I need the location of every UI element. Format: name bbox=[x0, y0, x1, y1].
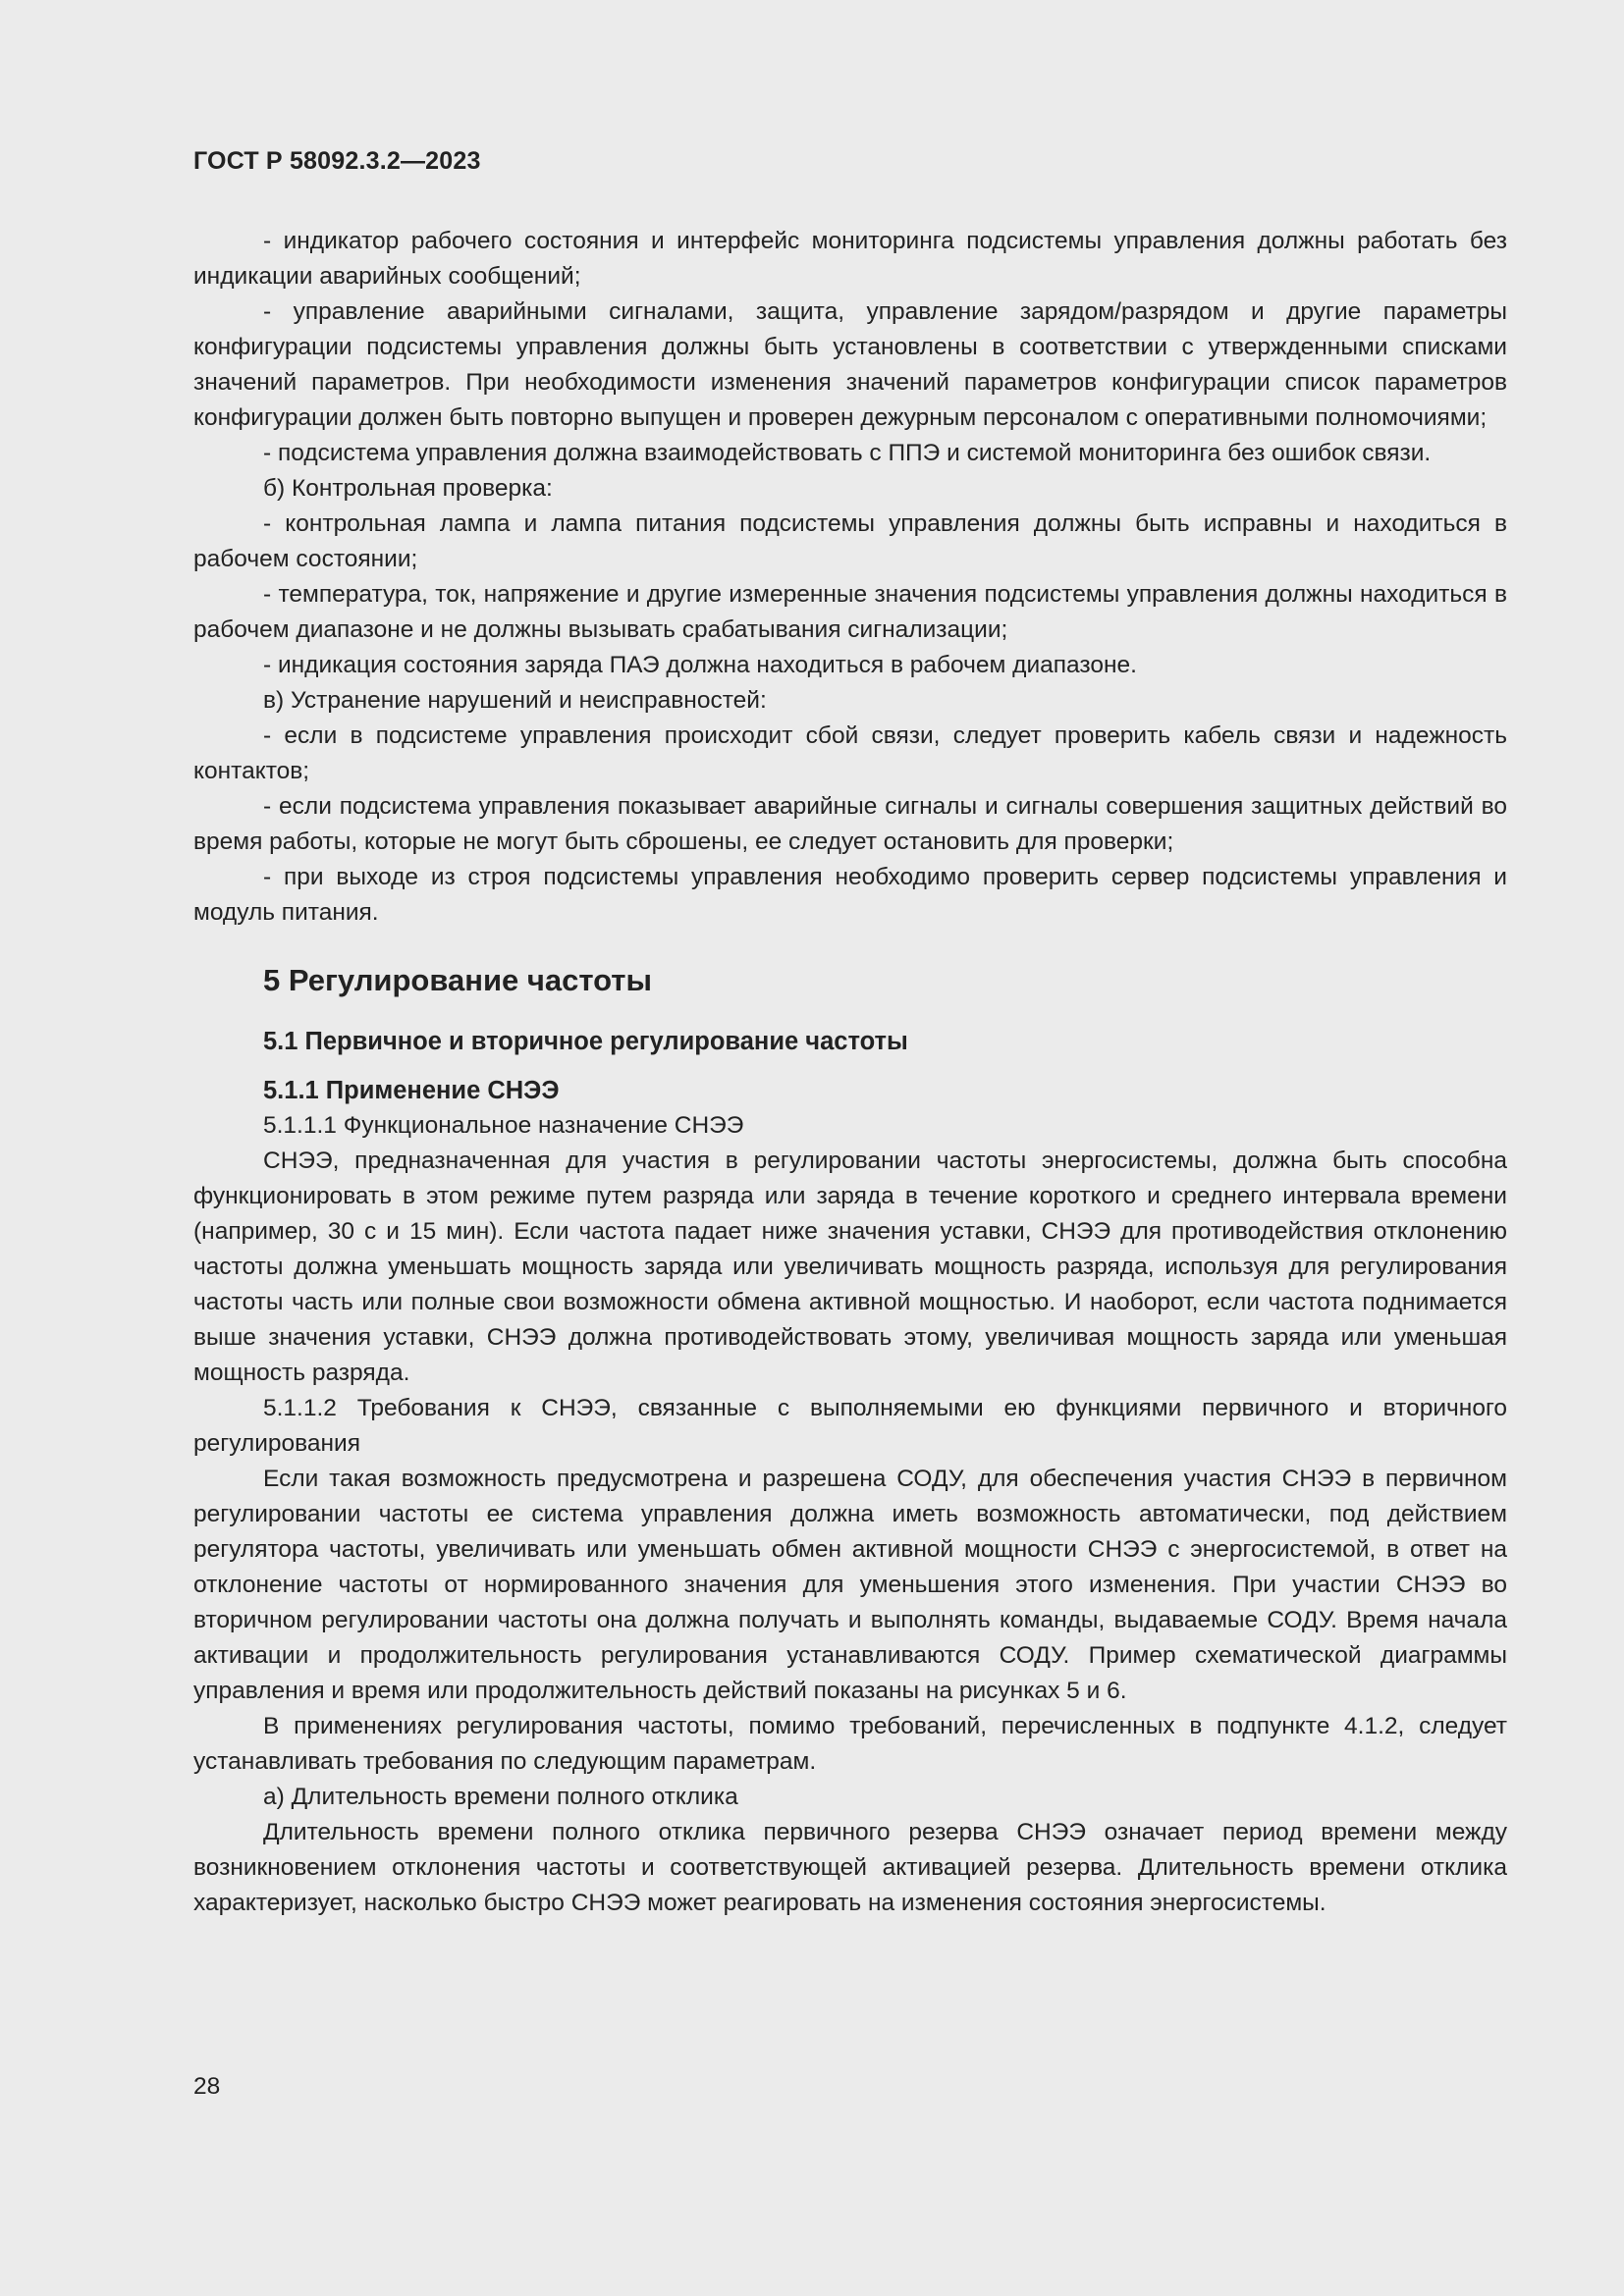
list-item-heading: в) Устранение нарушений и неисправностей: bbox=[263, 687, 767, 714]
list-item: - управление аварийными сигналами, защита, управление зарядом/разрядом и другие параметры конфигурации подсистемы управления должны быть установлены в соответствии с утвержденными списками значений параметров. При необходимости изменения значений параметров конфигурации список параметров конфигурации должен быть повторно выпущен и проверен дежурным персоналом с оперативными полномочиями; bbox=[193, 298, 1507, 431]
clause-title: 5.1.1.2 Требования к СНЭЭ, связанные с выполняемыми ею функциями первичного и вторичного регулирования bbox=[193, 1395, 1507, 1457]
body-paragraph: В применениях регулирования частоты, помимо требований, перечисленных в подпункте 4.1.2, следует устанавливать требования по следующим параметрам. bbox=[193, 1713, 1507, 1775]
list-item: - если подсистема управления показывает аварийные сигналы и сигналы совершения защитных действий во время работы, которые не могут быть сброшены, ее следует остановить для проверки; bbox=[193, 793, 1507, 855]
list-item-heading: б) Контрольная проверка: bbox=[263, 475, 553, 502]
document-header: ГОСТ Р 58092.3.2—2023 bbox=[193, 147, 481, 175]
subsubsection-heading: 5.1.1 Применение СНЭЭ bbox=[263, 1077, 560, 1104]
page-body bbox=[193, 224, 1507, 1921]
subsection-heading: 5.1 Первичное и вторичное регулирование частоты bbox=[263, 1028, 908, 1055]
body-paragraph: Если такая возможность предусмотрена и разрешена СОДУ, для обеспечения участия СНЭЭ в первичном регулировании частоты ее система управления должна иметь возможность автоматически, под действием регулятора частоты, увеличивать или уменьшать обмен активной мощности СНЭЭ с энергосистемой, в ответ на отклонение частоты от нормированного значения для уменьшения этого изменения. При участии СНЭЭ во вторичном регулировании частоты она должна получать и выполнять команды, выдаваемые СОДУ. Время начала активации и продолжительность регулирования устанавливаются СОДУ. Пример схематической диаграммы управления и время или продолжительность действий показаны на рисунках 5 и 6. bbox=[193, 1466, 1507, 1704]
list-item: - подсистема управления должна взаимодействовать с ППЭ и системой мониторинга без ошибок связи. bbox=[263, 440, 1432, 466]
section-heading: 5 Регулирование частоты bbox=[263, 963, 652, 997]
list-item: - при выходе из строя подсистемы управления необходимо проверить сервер подсистемы управления и модуль питания. bbox=[193, 864, 1507, 926]
list-item: - индикация состояния заряда ПАЭ должна находиться в рабочем диапазоне. bbox=[263, 652, 1137, 678]
page-number: 28 bbox=[193, 2073, 221, 2100]
list-item: - температура, ток, напряжение и другие измеренные значения подсистемы управления должны находиться в рабочем диапазоне и не должны вызывать срабатывания сигнализации; bbox=[193, 581, 1507, 643]
clause-title: 5.1.1.1 Функциональное назначение СНЭЭ bbox=[263, 1112, 744, 1139]
list-item: - контрольная лампа и лампа питания подсистемы управления должны быть исправны и находиться в рабочем состоянии; bbox=[193, 510, 1507, 572]
list-item-heading: а) Длительность времени полного отклика bbox=[263, 1784, 738, 1810]
list-item: - если в подсистеме управления происходит сбой связи, следует проверить кабель связи и надежность контактов; bbox=[193, 722, 1507, 784]
body-paragraph: СНЭЭ, предназначенная для участия в регулировании частоты энергосистемы, должна быть способна функционировать в этом режиме путем разряда или заряда в течение короткого и среднего интервала времени (например, 30 с и 15 мин). Если частота падает ниже значения уставки, СНЭЭ для противодействия отклонению частоты должна уменьшать мощность заряда или увеличивать мощность разряда, используя для регулирования частоты часть или полные свои возможности обмена активной мощностью. И наоборот, если частота поднимается выше значения уставки, СНЭЭ должна противодействовать этому, увеличивая мощность заряда или уменьшая мощность разряда. bbox=[193, 1148, 1507, 1386]
list-item: - индикатор рабочего состояния и интерфейс мониторинга подсистемы управления должны работать без индикации аварийных сообщений; bbox=[193, 228, 1507, 290]
body-paragraph: Длительность времени полного отклика первичного резерва СНЭЭ означает период времени между возникновением отклонения частоты и соответствующей активацией резерва. Длительность времени отклика характеризует, насколько быстро СНЭЭ может реагировать на изменения состояния энергосистемы. bbox=[193, 1819, 1507, 1916]
